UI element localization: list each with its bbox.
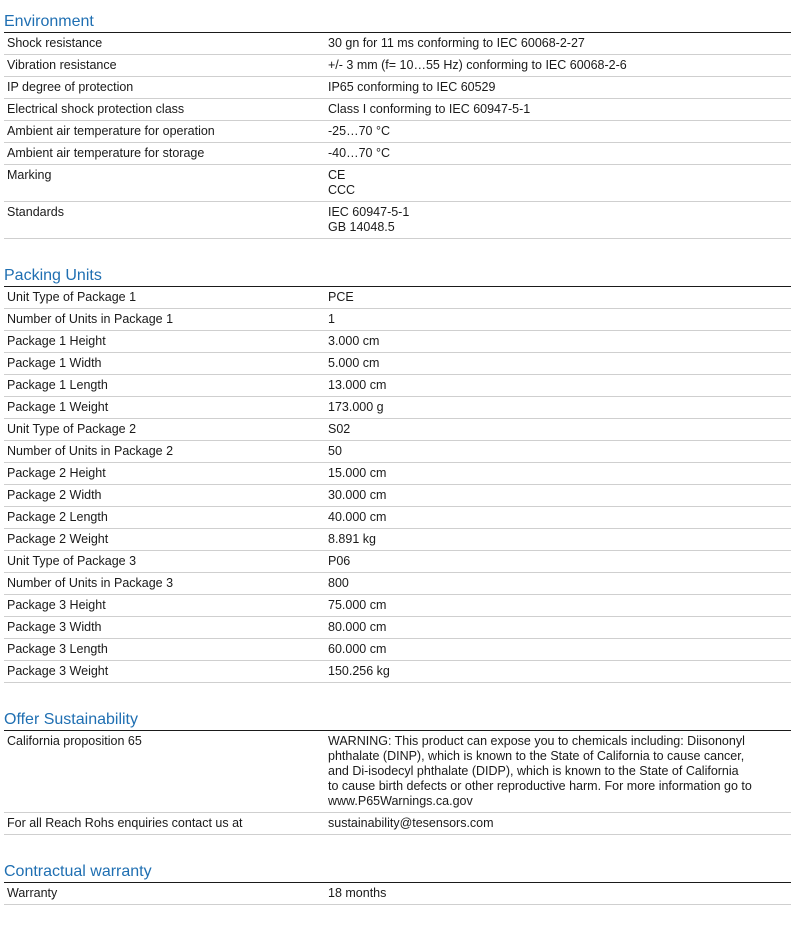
row-label: Standards <box>7 205 64 219</box>
table-row <box>4 99 791 121</box>
row-label: Shock resistance <box>7 36 103 50</box>
row-label: Package 1 Height <box>7 334 106 348</box>
table-row <box>4 33 791 55</box>
row-label: Package 2 Length <box>7 510 108 524</box>
section-title-contractual-warranty: Contractual warranty <box>4 863 152 880</box>
row-label: Ambient air temperature for operation <box>7 124 215 138</box>
row-value: 80.000 cm <box>328 620 387 634</box>
row-label: Package 3 Length <box>7 642 108 656</box>
section-title-offer-sustainability: Offer Sustainability <box>4 711 138 728</box>
table-row <box>4 375 791 397</box>
row-value: 18 months <box>328 886 387 900</box>
table-row <box>4 661 791 683</box>
row-label: IP degree of protection <box>7 80 134 94</box>
row-value: 1 <box>328 312 335 326</box>
row-value: IP65 conforming to IEC 60529 <box>328 80 496 94</box>
table-row <box>4 529 791 551</box>
table-row <box>4 55 791 77</box>
table-row <box>4 165 791 202</box>
packing-units-table <box>4 286 791 683</box>
row-label: Unit Type of Package 2 <box>7 422 137 436</box>
section-title-environment: Environment <box>4 13 94 30</box>
row-value: 13.000 cm <box>328 378 387 392</box>
environment-table <box>4 32 791 239</box>
row-value: 40.000 cm <box>328 510 387 524</box>
row-label: Electrical shock protection class <box>7 102 185 116</box>
row-value: 800 <box>328 576 349 590</box>
row-value: P06 <box>328 554 351 568</box>
row-value: Class I conforming to IEC 60947-5-1 <box>328 102 531 116</box>
row-value: +/- 3 mm (f= 10…55 Hz) conforming to IEC 60068-2-6 <box>328 58 627 72</box>
row-value: S02 <box>328 422 351 436</box>
row-value: sustainability@tesensors.com <box>328 816 494 830</box>
table-row <box>4 143 791 165</box>
row-value: 3.000 cm <box>328 334 380 348</box>
table-row <box>4 309 791 331</box>
row-value: 5.000 cm <box>328 356 380 370</box>
row-label: Marking <box>7 168 52 182</box>
row-label: Warranty <box>7 886 58 900</box>
row-label: Package 2 Height <box>7 466 106 480</box>
row-label: Package 2 Width <box>7 488 102 502</box>
row-label: Unit Type of Package 1 <box>7 290 137 304</box>
row-label: Unit Type of Package 3 <box>7 554 137 568</box>
table-row <box>4 573 791 595</box>
table-row <box>4 121 791 143</box>
table-row <box>4 397 791 419</box>
row-value: WARNING: This product can expose you to chemicals including: Diisononyl phthalate (DINP), which is known to the State of California to cause cancer, and Di-isodecyl phthalate (DIDP), which is known to the State of California to cause birth defects or other reproductive harm. For more information go to www.P65Warnings.ca.gov <box>328 734 752 808</box>
row-value: 30 gn for 11 ms conforming to IEC 60068-2-27 <box>328 36 585 50</box>
contractual-warranty-table <box>4 882 791 905</box>
row-value: -40…70 °C <box>328 146 390 160</box>
table-row <box>4 485 791 507</box>
row-label: Number of Units in Package 1 <box>7 312 174 326</box>
table-row <box>4 595 791 617</box>
section-title-packing-units: Packing Units <box>4 267 102 284</box>
table-row <box>4 202 791 239</box>
row-label: Package 3 Weight <box>7 664 109 678</box>
table-row <box>4 639 791 661</box>
row-label: California proposition 65 <box>7 734 142 748</box>
row-label: For all Reach Rohs enquiries contact us at <box>7 816 243 830</box>
row-label: Package 1 Length <box>7 378 108 392</box>
row-value: CE CCC <box>328 168 356 197</box>
table-row <box>4 77 791 99</box>
table-row <box>4 419 791 441</box>
row-value: 75.000 cm <box>328 598 387 612</box>
row-label: Vibration resistance <box>7 58 117 72</box>
row-label: Ambient air temperature for storage <box>7 146 205 160</box>
row-value: 173.000 g <box>328 400 384 414</box>
row-value: PCE <box>328 290 354 304</box>
row-label: Number of Units in Package 3 <box>7 576 174 590</box>
table-row <box>4 353 791 375</box>
row-value: 150.256 kg <box>328 664 390 678</box>
table-row <box>4 617 791 639</box>
table-row <box>4 331 791 353</box>
table-row <box>4 731 791 813</box>
row-label: Package 3 Height <box>7 598 106 612</box>
table-row <box>4 441 791 463</box>
row-label: Number of Units in Package 2 <box>7 444 174 458</box>
row-value: 8.891 kg <box>328 532 376 546</box>
row-value: 60.000 cm <box>328 642 387 656</box>
row-value: 50 <box>328 444 342 458</box>
table-row <box>4 287 791 309</box>
row-label: Package 1 Weight <box>7 400 109 414</box>
row-value: 15.000 cm <box>328 466 387 480</box>
table-row <box>4 813 791 835</box>
row-label: Package 3 Width <box>7 620 102 634</box>
table-row <box>4 551 791 573</box>
offer-sustainability-table <box>4 730 791 835</box>
table-row <box>4 463 791 485</box>
row-value: 30.000 cm <box>328 488 387 502</box>
table-row <box>4 883 791 905</box>
table-row <box>4 507 791 529</box>
row-label: Package 1 Width <box>7 356 102 370</box>
row-value: IEC 60947-5-1 GB 14048.5 <box>328 205 410 234</box>
row-label: Package 2 Weight <box>7 532 109 546</box>
datasheet-page <box>4 0 791 905</box>
row-value: -25…70 °C <box>328 124 390 138</box>
